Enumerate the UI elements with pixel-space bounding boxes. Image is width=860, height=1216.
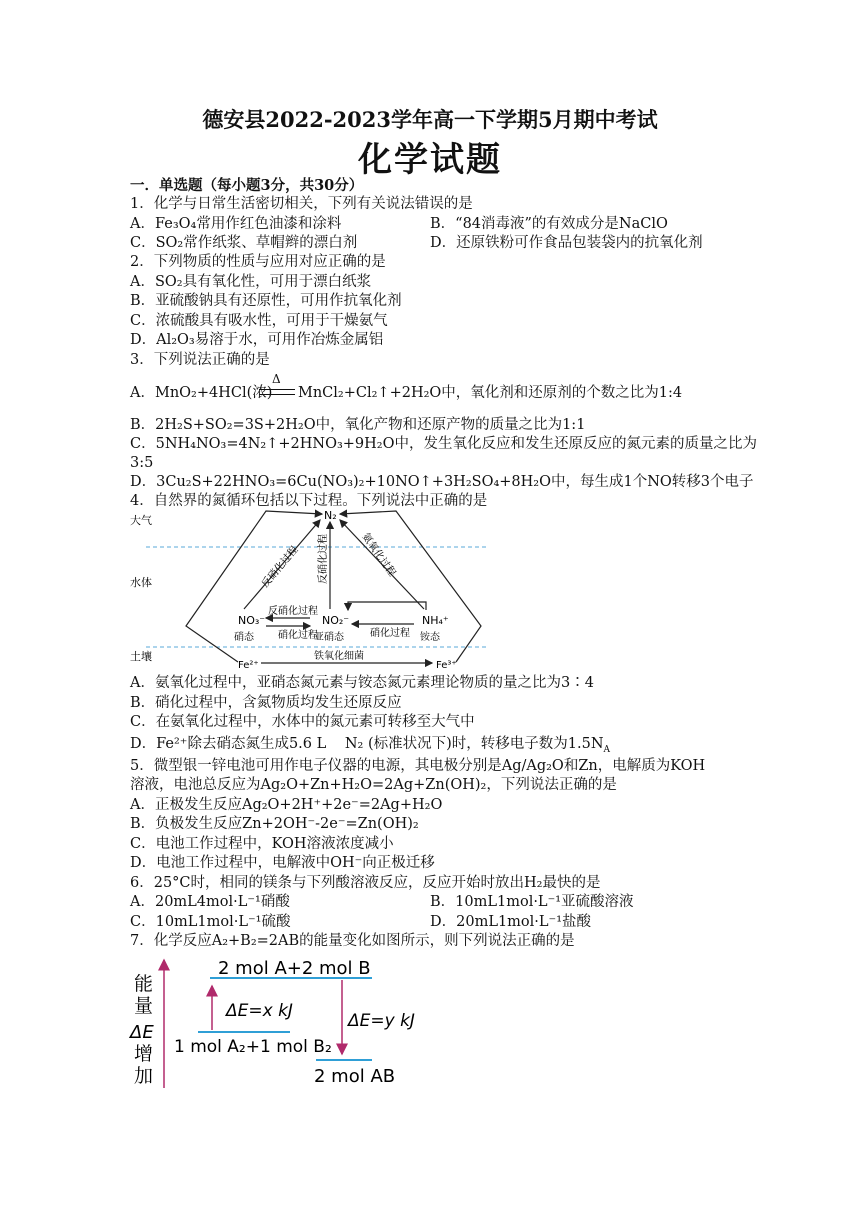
fe2-label: Fe²⁺ (238, 660, 259, 671)
q6-stem: 6．25°C时，相同的镁条与下列酸溶液反应，反应开始时放出H₂最快的是 (130, 875, 601, 891)
q2-option-d: D．Al₂O₃易溶于水，可用作冶炼金属铝 (130, 332, 384, 348)
axis-char-4: 增 (134, 1043, 154, 1065)
q1-option-b: B．“84消毒液”的有效成分是NaClO (430, 216, 668, 232)
energy-level-diagram (128, 952, 428, 1094)
section-heading: 一．单选题（每小题3分，共30分） (130, 177, 364, 194)
q3-option-c-cont: 3:5 (130, 455, 154, 471)
delta-x-label: ΔE=x kJ (226, 1001, 293, 1021)
nitrate-label: NO₃⁻ (238, 614, 266, 627)
water-label: 水体 (130, 576, 152, 589)
q1-stem: 1．化学与日常生活密切相关，下列有关说法错误的是 (130, 196, 473, 212)
q3-option-d: D．3Cu₂S+22HNO₃=6Cu(NO₃)₂+10NO↑+3H₂SO₄+8H₂O中，每生成1个NO转移3个电子 (130, 474, 754, 490)
q1-option-a: A．Fe₃O₄常用作红色油漆和涂料 (130, 216, 342, 232)
q2-option-a: A．SO₂具有氧化性，可用于漂白纸浆 (130, 274, 372, 290)
q5-option-a: A．正极发生反应Ag₂O+2H⁺+2e⁻=2Ag+H₂O (130, 797, 443, 813)
q5-stem: 5．微型银一锌电池可用作电子仪器的电源，其电极分别是Ag/Ag₂O和Zn，电解质为KOH (130, 758, 706, 774)
nitrite-name: 亚硝态 (314, 632, 344, 643)
axis-char-1: 能 (134, 973, 154, 995)
mid-level-label: 1 mol A₂+1 mol B₂ (174, 1037, 332, 1057)
axis-char-3: ΔE (130, 1022, 154, 1043)
nitrate-name: 硝态 (234, 632, 254, 643)
q4-option-d-pre: D．Fe²⁺除去硝态氮生成5.6 L (130, 736, 327, 752)
denitrification-h-label: 反硝化过程 (268, 606, 318, 617)
q4-option-c: C．在氨氧化过程中，水体中的氮元素可转移至大气中 (130, 714, 475, 730)
q6-option-c: C．10mL1mol·L⁻¹硫酸 (130, 914, 291, 930)
nitrogen-cycle-diagram (126, 506, 496, 672)
delta-y-label: ΔE=y kJ (348, 1011, 415, 1031)
q4-option-d-post: (标准状况下)时，转移电子数为1.5N (367, 736, 604, 752)
exam-title: 德安县2022-2023学年高一下学期5月期中考试 (202, 107, 658, 132)
reaction-equals-sign (259, 389, 295, 395)
axis-char-2: 量 (134, 995, 154, 1017)
top-level-label: 2 mol A+2 mol B (218, 958, 371, 979)
iron-bacteria-label: 铁氧化细菌 (314, 651, 364, 662)
ammonium-name: 铵态 (420, 632, 440, 643)
q3-option-b: B．2H₂S+SO₂=3S+2H₂O中，氧化产物和还原产物的质量之比为1:1 (130, 417, 586, 433)
q4-option-b: B．硝化过程中，含氮物质均发生还原反应 (130, 695, 402, 711)
q3-option-a-right: MnCl₂+Cl₂↑+2H₂O中，氧化剂和还原剂的个数之比为1:4 (298, 385, 683, 401)
q1-option-c: C．SO₂常作纸浆、草帽辫的漂白剂 (130, 235, 358, 251)
q6-option-d: D．20mL1mol·L⁻¹盐酸 (430, 914, 592, 930)
denitrification-left-label: 反硝化过程 (259, 544, 301, 590)
q5-option-c: C．电池工作过程中，KOH溶液浓度减小 (130, 836, 394, 852)
q1-option-d: D．还原铁粉可作食品包装袋内的抗氧化剂 (430, 235, 703, 251)
anammox-label: 氨氧化过程 (359, 531, 398, 579)
n2-label: N₂ (324, 509, 337, 522)
axis-char-5: 加 (134, 1065, 154, 1087)
q2-option-c: C．浓硫酸具有吸水性，可用于干燥氨气 (130, 313, 388, 329)
heat-symbol: Δ (272, 372, 281, 386)
q4-option-a: A．氨氧化过程中，亚硝态氮元素与铵态氮元素理论物质的量之比为3∶4 (130, 675, 594, 691)
q7-stem: 7．化学反应A₂+B₂=2AB的能量变化如图所示，则下列说法正确的是 (130, 933, 575, 949)
ammonium-label: NH₄⁺ (422, 614, 449, 627)
nitrification-h-label: 硝化过程 (278, 630, 318, 641)
q4-stem: 4．自然界的氮循环包括以下过程。下列说法中正确的是 (130, 493, 488, 509)
q3-stem: 3．下列说法正确的是 (130, 352, 270, 368)
q6-option-b: B．10mL1mol·L⁻¹亚硫酸溶液 (430, 894, 634, 910)
denitrification-mid-label: 反硝化过程 (318, 534, 329, 584)
atmosphere-label: 大气 (130, 514, 152, 527)
q5-option-d: D．电池工作过程中，电解液中OH⁻向正极迁移 (130, 855, 435, 871)
q2-option-b: B．亚硫酸钠具有还原性，可用作抗氧化剂 (130, 293, 402, 309)
q3-option-c: C．5NH₄NO₃=4N₂↑+2HNO₃+9H₂O中，发生氧化反应和发生还原反应的氮元素的质量之比为 (130, 436, 758, 452)
q6-option-a: A．20mL4mol·L⁻¹硝酸 (130, 894, 290, 910)
q4-option-d-n2: N₂ (344, 736, 364, 752)
soil-label: 土壤 (130, 650, 152, 663)
q5-option-b: B．负极发生反应Zn+2OH⁻-2e⁻=Zn(OH)₂ (130, 816, 419, 832)
bottom-level-label: 2 mol AB (314, 1066, 396, 1087)
q5-stem-cont: 溶液，电池总反应为Ag₂O+Zn+H₂O=2Ag+Zn(OH)₂，下列说法正确的是 (130, 777, 617, 793)
q3-option-a-left: A．MnO₂+4HCl(浓) (130, 385, 273, 401)
nitrification-r-label: 硝化过程 (370, 628, 410, 639)
subject-title: 化学试题 (358, 140, 502, 180)
fe3-label: Fe³⁺ (436, 660, 457, 671)
nitrite-label: NO₂⁻ (322, 614, 350, 627)
q4-option-d-sub: A (603, 744, 611, 755)
q2-stem: 2．下列物质的性质与应用对应正确的是 (130, 254, 386, 270)
